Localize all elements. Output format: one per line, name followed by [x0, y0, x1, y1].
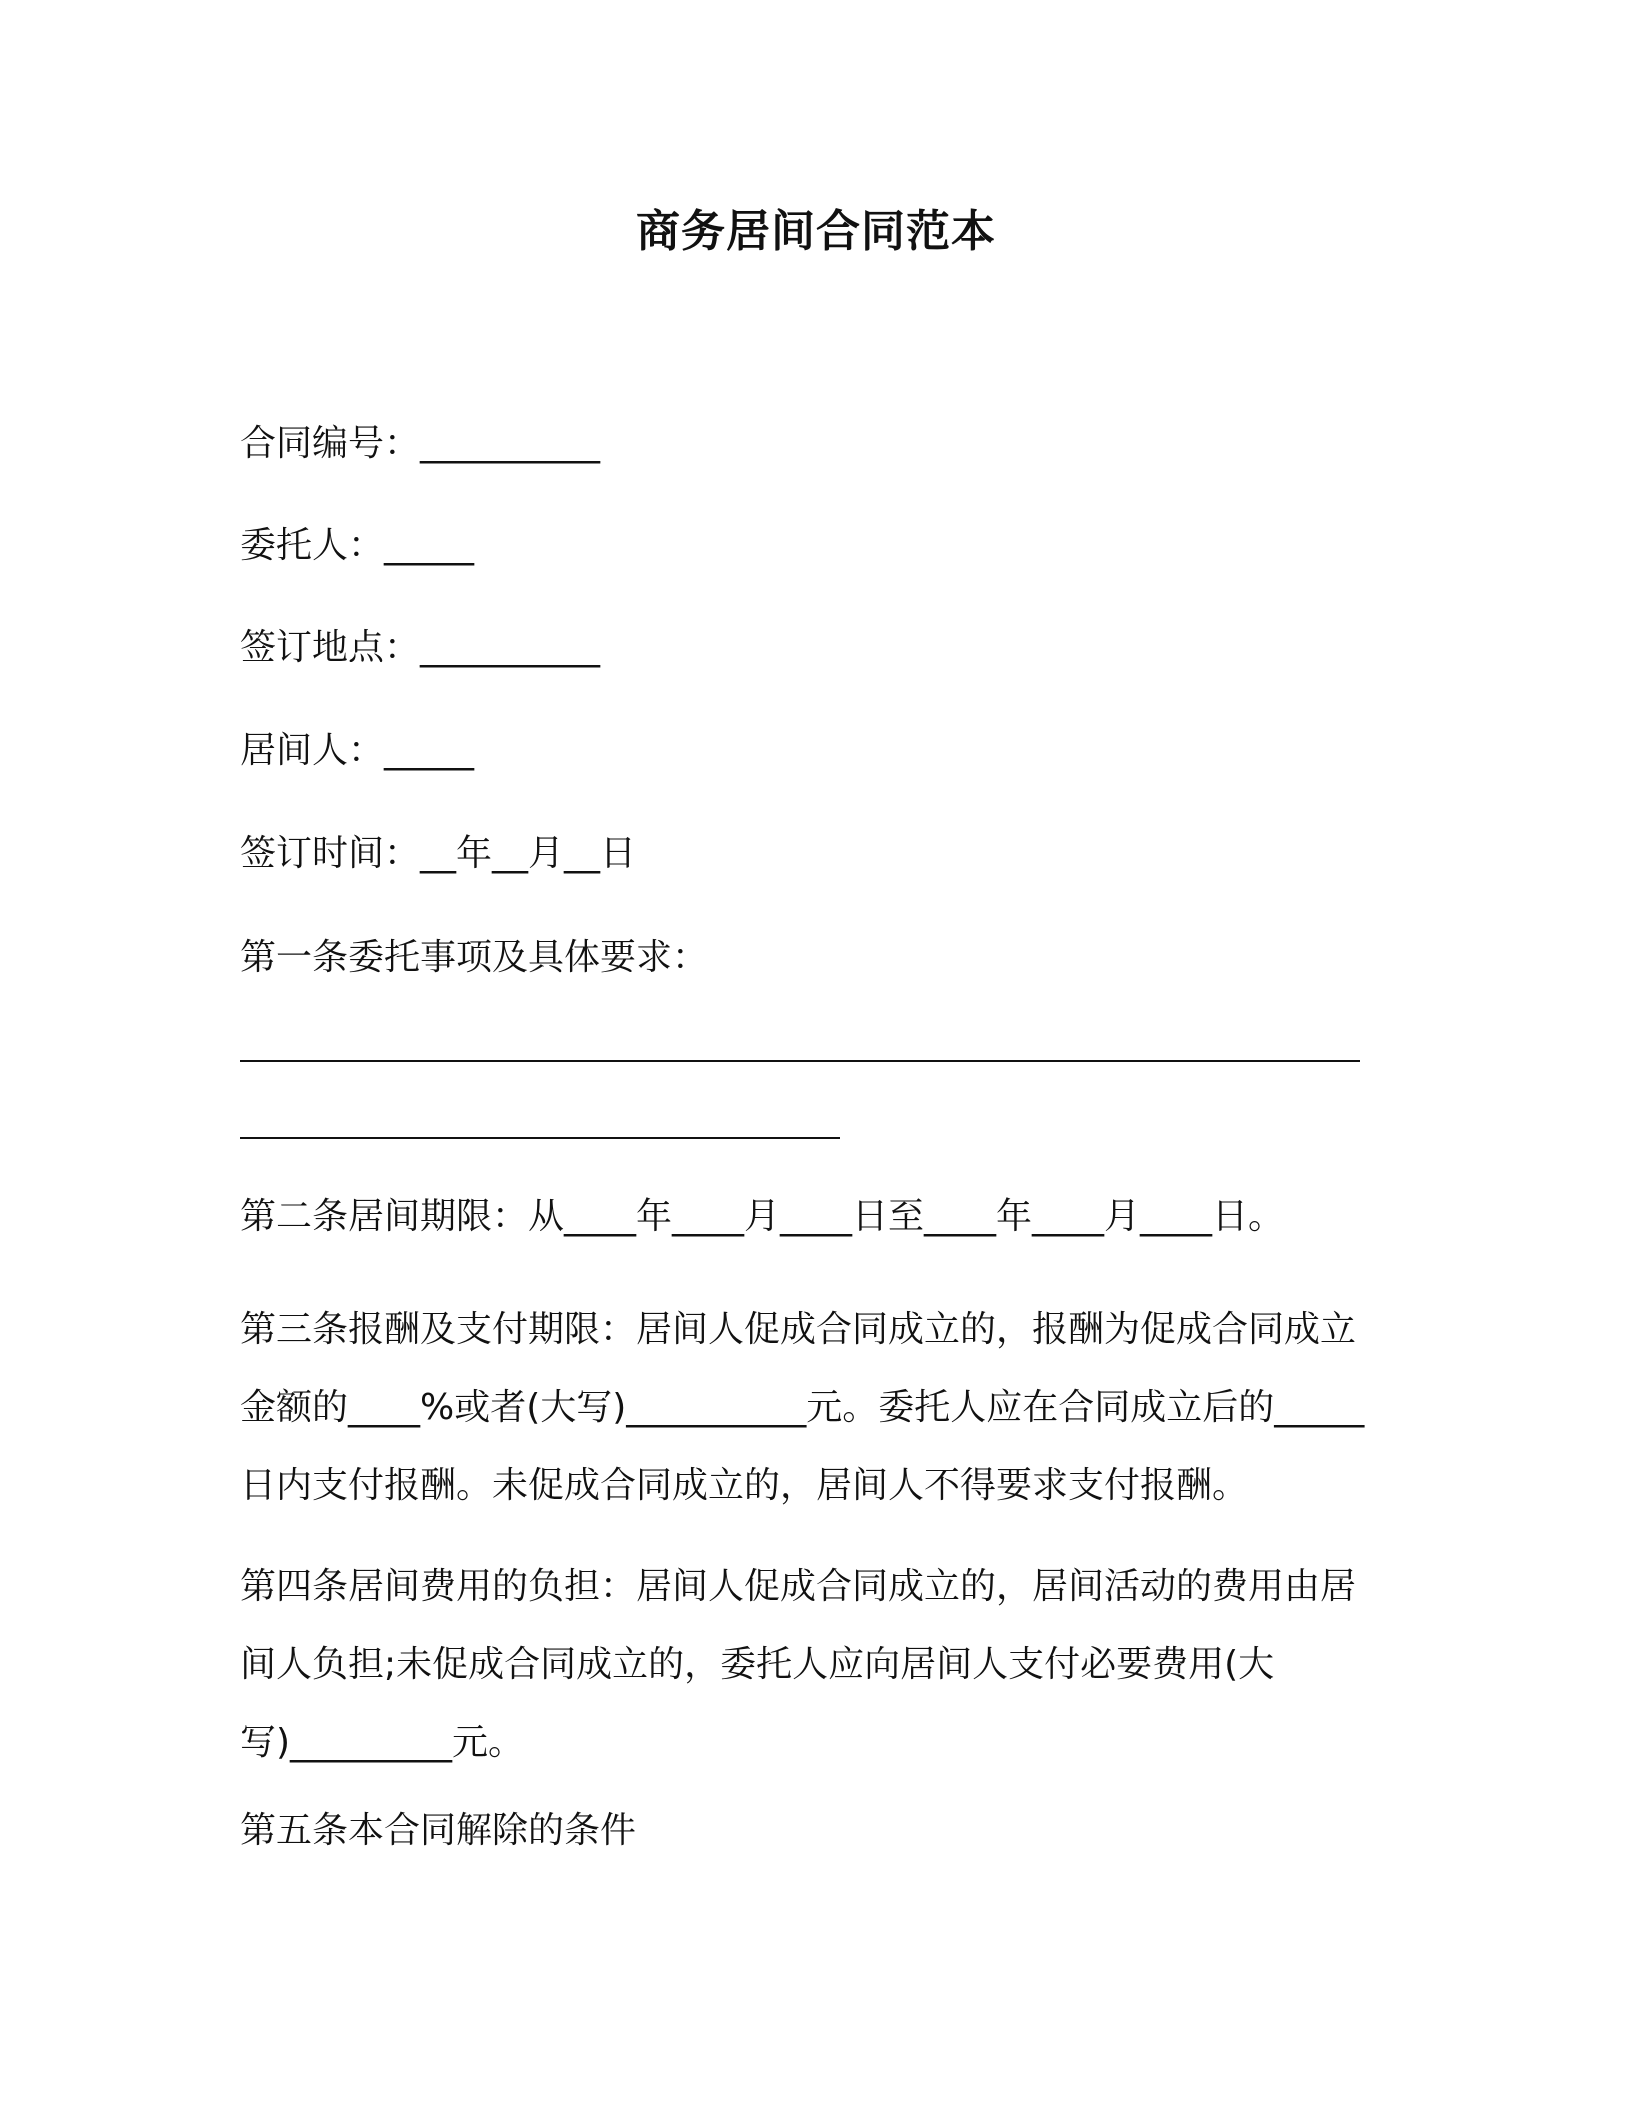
intermediary-field: 居间人：_____: [240, 730, 475, 771]
article-2: 第二条居间期限：从____年____月____日至____年____月____日。: [240, 1196, 1285, 1237]
client-field: 委托人：_____: [240, 525, 475, 566]
contract-number-field: 合同编号：__________: [240, 423, 601, 464]
blank-line-2: [240, 1137, 840, 1139]
blank-line-1: [240, 1060, 1360, 1062]
article-5: 第五条本合同解除的条件: [240, 1810, 637, 1851]
article-1-heading: 第一条委托事项及具体要求：: [240, 937, 709, 978]
document-title: 商务居间合同范本: [636, 206, 996, 257]
article-4: 第四条居间费用的负担：居间人促成合同成立的，居间活动的费用由居间人负担;未促成合同成立的，委托人应向居间人支付必要费用(大写)_________元。: [240, 1566, 1357, 1763]
signing-date-field: 签订时间：__年__月__日: [240, 833, 637, 874]
signing-place-field: 签订地点：__________: [240, 627, 601, 668]
article-3: 第三条报酬及支付期限：居间人促成合同成立的，报酬为促成合同成立金额的____%或者(大写)__________元。委托人应在合同成立后的_____日内支付报酬。未促成合同成立的，居间人不得要求支付报酬。: [240, 1309, 1365, 1506]
